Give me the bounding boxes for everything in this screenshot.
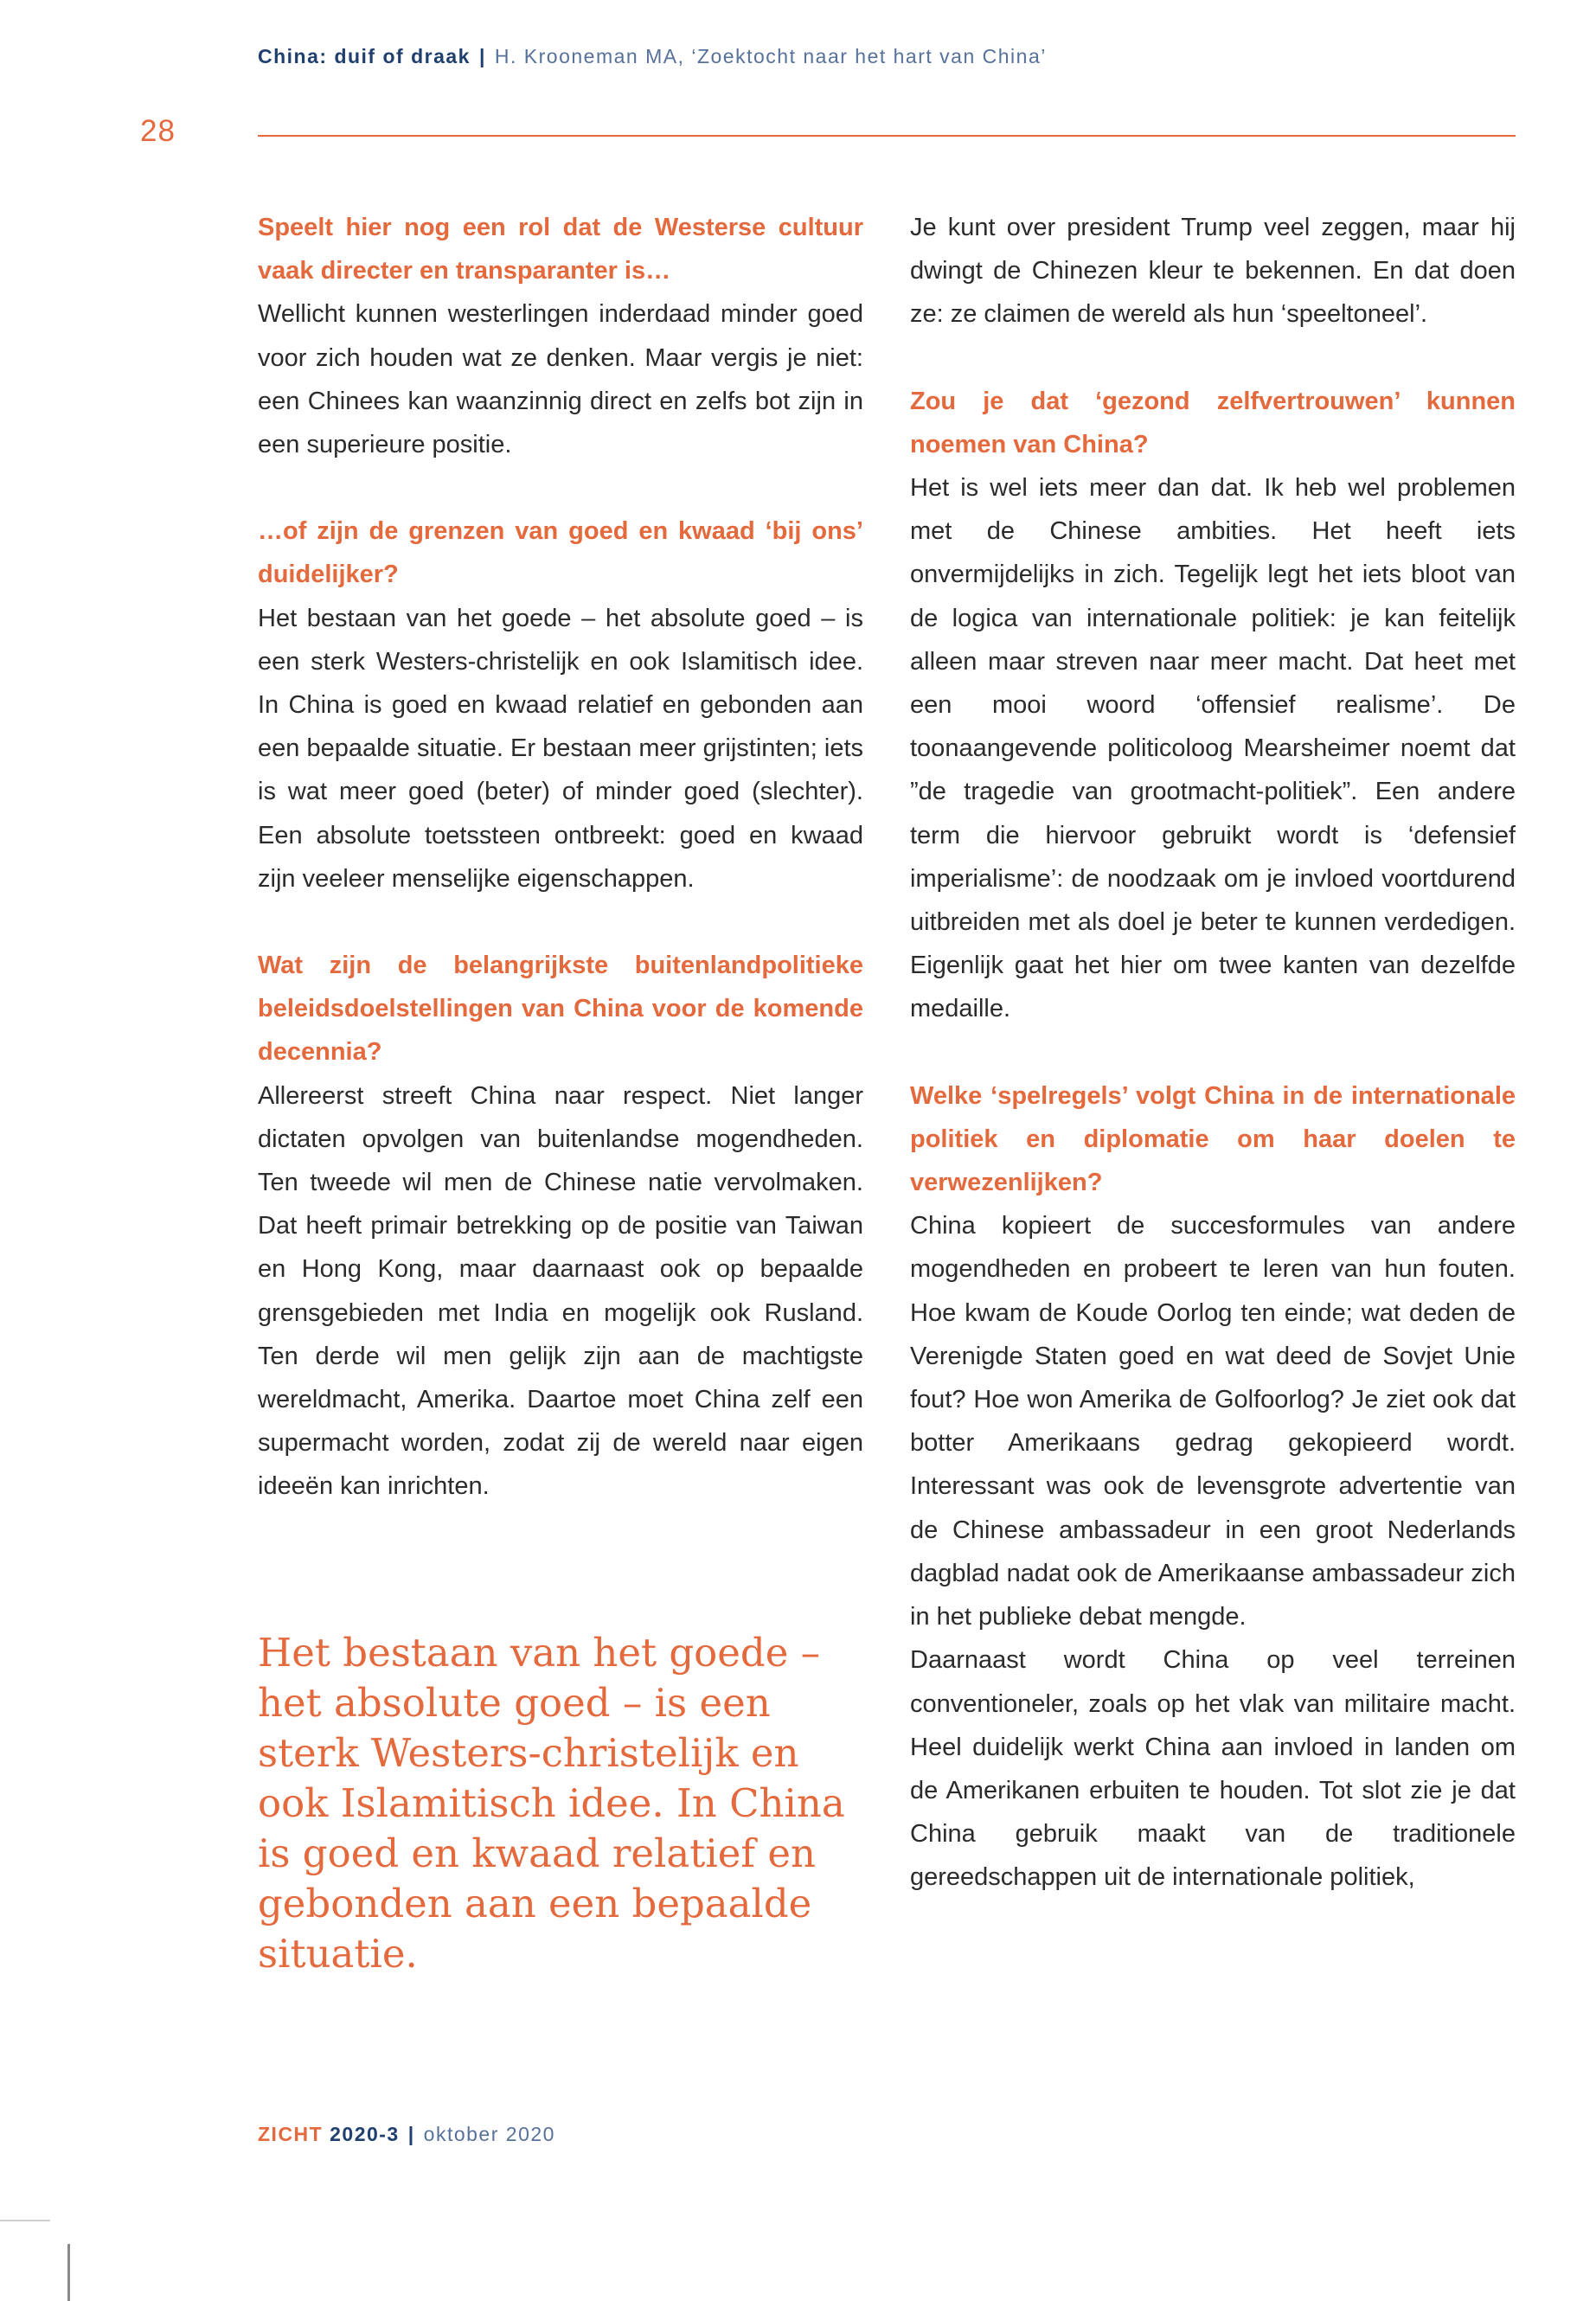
- right-column: [910, 206, 1516, 1900]
- footer-issue: 2020-3: [330, 2123, 400, 2145]
- left-column: [258, 206, 863, 1509]
- footer: [258, 2123, 555, 2146]
- header-rule: [258, 135, 1516, 137]
- question-heading: …of zijn de grenzen van goed en kwaad ‘bij ons’ duidelijker?: [258, 517, 863, 589]
- pull-quote: Het bestaan van het goede – het absolute goed – is een sterk Westers-christelijk en ook Islamitisch idee. In China is goed en kwaad relatief en gebonden aan een bepaalde situatie.: [258, 1630, 845, 1977]
- answer-paragraph: Wellicht kunnen westerlingen inderdaad minder goed voor zich houden wat ze denken. Maar vergis je niet: een Chinees kan waanzinnig direct en zelfs bot zijn in een superieure positie.: [258, 300, 863, 459]
- running-header: [258, 45, 1047, 68]
- footer-date: oktober 2020: [423, 2123, 555, 2145]
- question-heading: Speelt hier nog een rol dat de Westerse cultuur vaak directer en transparanter is…: [258, 214, 863, 285]
- question-heading: Wat zijn de belangrijkste buitenlandpolitieke beleidsdoelstellingen van China voor de komende decennia?: [258, 952, 863, 1067]
- author-line: H. Krooneman MA, ‘Zoektocht naar het hart van China’: [494, 45, 1047, 67]
- crop-mark: [0, 2220, 50, 2221]
- answer-paragraph: Je kunt over president Trump veel zeggen, maar hij dwingt de Chinezen kleur te bekennen. En dat doen ze: ze claimen de wereld als hun ‘speeltoneel’.: [910, 214, 1516, 329]
- footer-brand: ZICHT: [258, 2123, 324, 2145]
- answer-paragraph: Daarnaast wordt China op veel terreinen conventioneler, zoals op het vlak van militaire macht. Heel duidelijk werkt China aan invloed in landen om de Amerikanen erbuiten te houden. Tot slot zie je dat China gebruik maakt van de traditionele gereedschappen uit de internationale politiek,: [910, 1646, 1516, 1892]
- answer-paragraph: Het is wel iets meer dan dat. Ik heb wel problemen met de Chinese ambities. Het heeft iets onvermijdelijks in zich. Tegelijk legt het iets bloot van de logica van internationale politiek: je kan feitelijk alleen maar streven naar meer macht. Dat heet met een mooi woord ‘offensief realisme’. De toonaangevende politicoloog Mearsheimer noemt dat ”de tragedie van grootmacht-politiek”. Een andere term die hiervoor gebruikt wordt is ‘defensief imperialisme’: de noodzaak om je invloed voortdurend uitbreiden met als doel je beter te kunnen verdedigen. Eigenlijk gaat het hier om twee kanten van dezelfde medaille.: [910, 474, 1516, 1023]
- header-separator: |: [478, 45, 486, 67]
- answer-paragraph: Allereerst streeft China naar respect. Niet langer dictaten opvolgen van buitenlandse mogendheden. Ten tweede wil men de Chinese natie vervolmaken. Dat heeft primair betrekking op de positie van Taiwan en Hong Kong, maar daarnaast ook op bepaalde grensgebieden met India en mogelijk ook Rusland. Ten derde wil men gelijk zijn aan de machtigste wereldmacht, Amerika. Daartoe moet China zelf een supermacht worden, zodat zij de wereld naar eigen ideeën kan inrichten.: [258, 1081, 863, 1501]
- magazine-title: China: duif of draak: [258, 45, 471, 67]
- footer-separator: |: [407, 2123, 415, 2145]
- answer-paragraph: Het bestaan van het goede – het absolute goed – is een sterk Westers-christelijk en ook Islamitisch idee. In China is goed en kwaad relatief en gebonden aan een bepaalde situatie. Er bestaan meer grijstinten; iets is wat meer goed (beter) of minder goed (slechter). Een absolute toetssteen ontbreekt: goed en kwaad zijn veeleer menselijke eigenschappen.: [258, 604, 863, 893]
- question-heading: Zou je dat ‘gezond zelfvertrouwen’ kunnen noemen van China?: [910, 387, 1516, 458]
- page-number: 28: [140, 114, 176, 148]
- question-heading: Welke ‘spelregels’ volgt China in de internationale politiek en diplomatie om haar doelen te verwezenlijken?: [910, 1081, 1516, 1197]
- answer-paragraph: China kopieert de succesformules van andere mogendheden en probeert te leren van hun fouten. Hoe kwam de Koude Oorlog ten einde; wat deden de Verenigde Staten goed en wat deed de Sovjet Unie fout? Hoe won Amerika de Golfoorlog? Je ziet ook dat botter Amerikaans gedrag gekopieerd wordt. Interessant was ook de levensgrote advertentie van de Chinese ambassadeur in een groot Nederlands dagblad nadat ook de Amerikaanse ambassadeur zich in het publieke debat mengde.: [910, 1212, 1516, 1631]
- crop-mark: [67, 2244, 70, 2301]
